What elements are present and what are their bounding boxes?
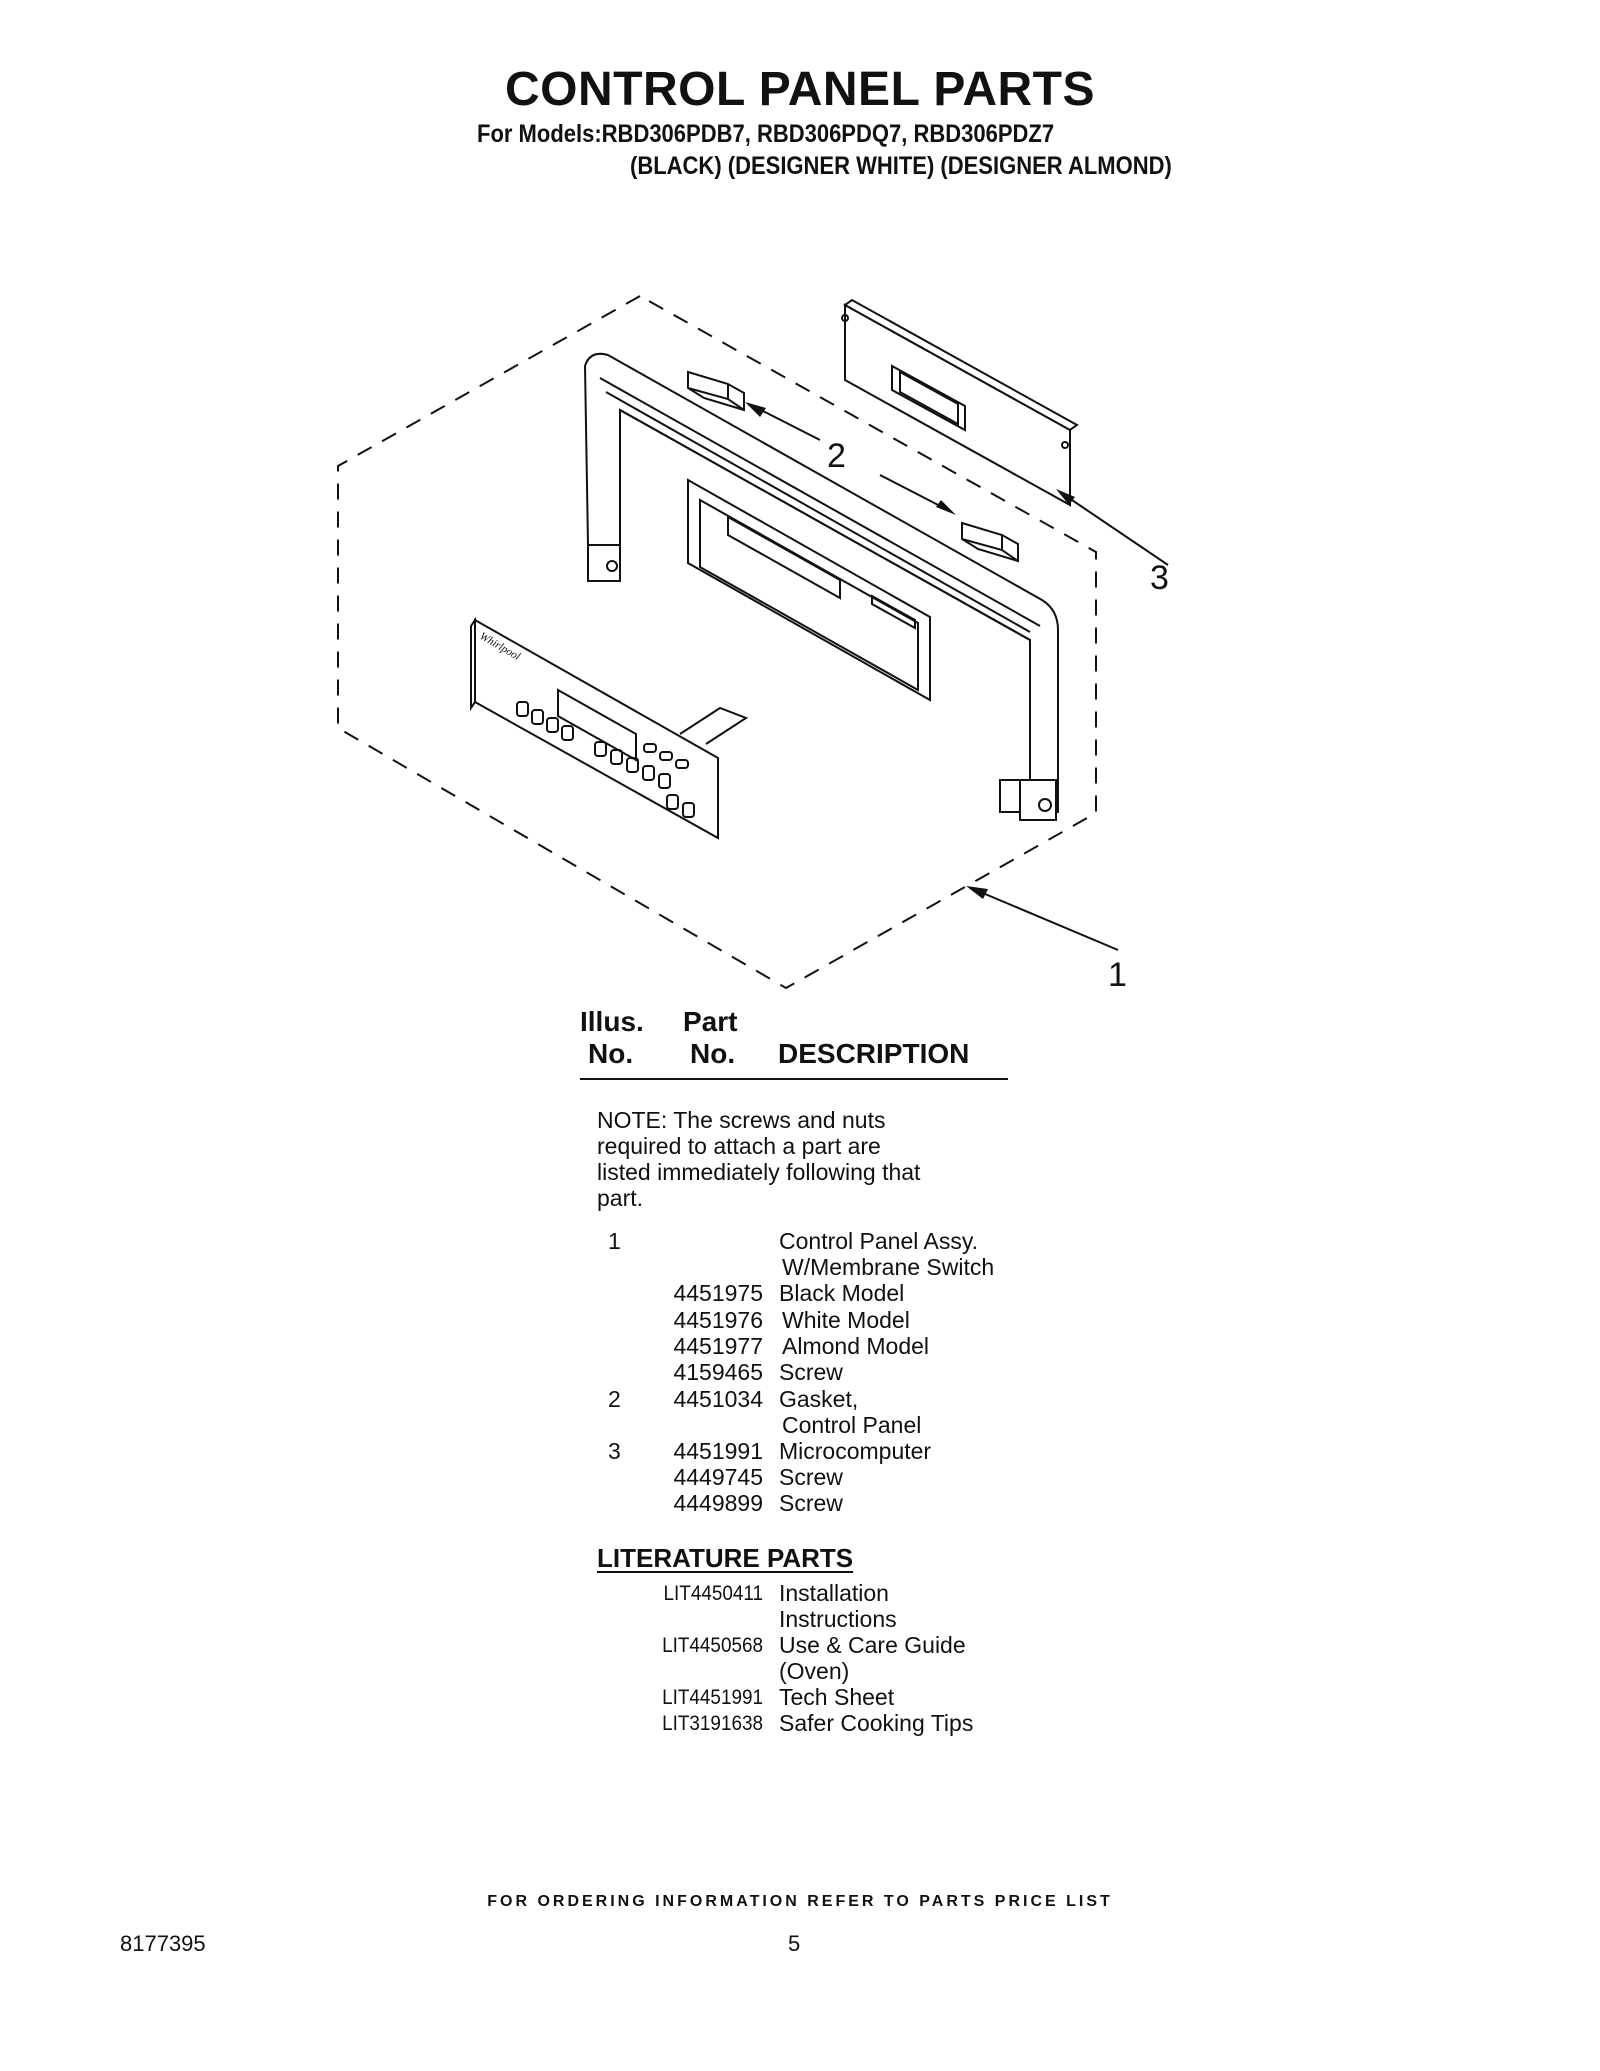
header-part-no: No. <box>690 1038 736 1069</box>
model-colors: (BLACK) (DESIGNER WHITE) (DESIGNER ALMOND) <box>630 152 1172 180</box>
row-part: 4449745 <box>673 1464 763 1490</box>
callout-3: 3 <box>1150 559 1169 597</box>
row-illus: 3 <box>608 1438 621 1464</box>
literature-part: LIT4450568 <box>662 1634 763 1657</box>
ordering-footer: FOR ORDERING INFORMATION REFER TO PARTS PRICE LIST <box>487 1893 1113 1910</box>
literature-desc: Use & Care Guide <box>779 1632 966 1658</box>
row-desc: Screw <box>779 1359 843 1385</box>
header-description: DESCRIPTION <box>778 1038 970 1069</box>
row-part: 4159465 <box>673 1359 763 1385</box>
row-part: 4451977 <box>673 1333 763 1359</box>
microcomputer-board <box>842 300 1077 505</box>
row-desc: Almond Model <box>782 1333 930 1359</box>
model-list: For Models:RBD306PDB7, RBD306PDQ7, RBD306PDZ7 <box>477 120 1055 148</box>
literature-desc: Tech Sheet <box>779 1684 895 1710</box>
header-illus-label: Illus. <box>580 1006 644 1037</box>
row-part: 4451975 <box>673 1280 763 1306</box>
page-title: CONTROL PANEL PARTS <box>505 63 1095 116</box>
row-illus: 2 <box>608 1386 621 1412</box>
literature-desc: Instructions <box>779 1606 897 1632</box>
logo-text: Whirlpool <box>477 630 523 663</box>
literature-part: LIT3191638 <box>662 1712 763 1735</box>
row-desc: Control Panel <box>782 1412 922 1438</box>
arrowhead <box>966 886 988 899</box>
row-desc: White Model <box>782 1307 910 1333</box>
row-desc: Black Model <box>779 1280 905 1306</box>
row-part: 4449899 <box>673 1490 763 1516</box>
header-part-label: Part <box>683 1006 738 1037</box>
page-number: 5 <box>788 1931 801 1956</box>
literature-desc: Safer Cooking Tips <box>779 1710 974 1736</box>
header-rule <box>580 1078 1008 1080</box>
row-desc: Gasket, <box>779 1386 859 1412</box>
arrowhead <box>745 402 766 417</box>
row-desc: Screw <box>779 1490 843 1516</box>
row-illus: 1 <box>608 1228 621 1254</box>
literature-part: LIT4451991 <box>662 1686 763 1709</box>
row-desc: W/Membrane Switch <box>782 1254 995 1280</box>
row-desc: Screw <box>779 1464 843 1490</box>
parts-note: NOTE: The screws and nuts required to attach a part are listed immediately following that part. <box>597 1107 921 1211</box>
callout-1: 1 <box>1108 956 1127 994</box>
literature-desc: Installation <box>779 1580 889 1606</box>
row-desc: Microcomputer <box>779 1438 932 1464</box>
callout-2: 2 <box>827 437 846 475</box>
document-number: 8177395 <box>120 1931 206 1956</box>
header-illus-no: No. <box>588 1038 634 1069</box>
arrowhead <box>936 500 956 515</box>
literature-part: LIT4450411 <box>663 1582 763 1605</box>
literature-desc: (Oven) <box>779 1658 850 1684</box>
row-part: 4451976 <box>673 1307 763 1333</box>
row-part: 4451034 <box>673 1386 763 1412</box>
row-desc: Control Panel Assy. <box>779 1228 979 1254</box>
literature-heading: LITERATURE PARTS <box>597 1543 854 1573</box>
row-part: 4451991 <box>673 1438 763 1464</box>
